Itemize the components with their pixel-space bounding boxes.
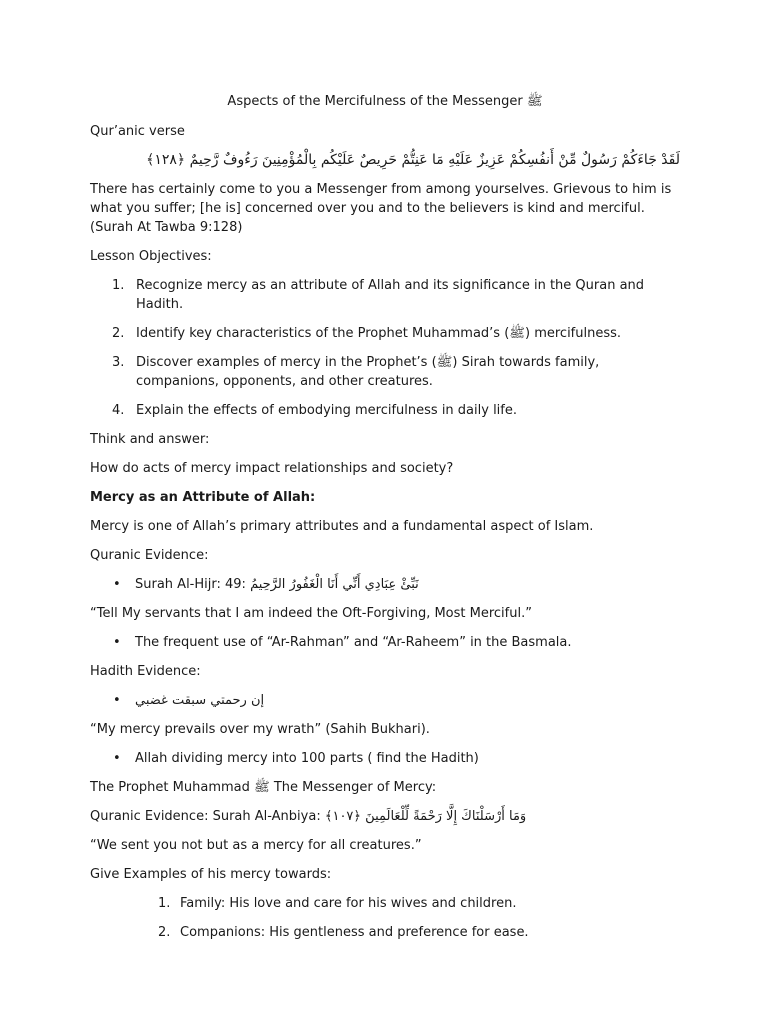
- objective-number: 2.: [112, 326, 125, 341]
- hadith-item-text: Allah dividing mercy into 100 parts ( find the Hadith): [135, 751, 479, 766]
- section1-heading: [90, 488, 680, 507]
- bullet-icon: •: [113, 693, 121, 708]
- list-item: [90, 749, 680, 768]
- bullet-icon: •: [113, 751, 121, 766]
- hijr-prefix: Surah Al-Hijr: 49:: [135, 577, 246, 592]
- objectives-list: [90, 276, 680, 420]
- basmala-list: [90, 633, 680, 652]
- example-number: 2.: [158, 925, 171, 940]
- document-title: Aspects of the Mercifulness of the Messenger ﷺ: [227, 94, 543, 109]
- objective-number: 4.: [112, 403, 125, 418]
- examples-list: [90, 894, 680, 942]
- bullet-icon: •: [113, 577, 121, 592]
- quranic-evidence-label: Quranic Evidence:: [90, 548, 209, 563]
- verse-arabic: لَقَدْ جَاءَكُمْ رَسُولٌ مِّنْ أَنفُسِكُمْ عَزِيزٌ عَلَيْهِ مَا عَنِتُّمْ حَرِيصٌ عَلَيْكُم بِالْمُؤْمِنِينَ رَءُوفٌ رَّحِيمٌ ﴿١٢٨﴾: [146, 152, 680, 168]
- objective-item: [90, 324, 680, 343]
- think-label: Think and answer:: [90, 432, 210, 447]
- hijr-translation: “Tell My servants that I am indeed the Oft-Forgiving, Most Merciful.”: [90, 606, 532, 621]
- anbiya-line: [90, 807, 680, 826]
- anbiya-prefix: Quranic Evidence: Surah Al-Anbiya:: [90, 809, 321, 824]
- anbiya-arabic: وَمَا أَرْسَلْنَاكَ إِلَّا رَحْمَةً لِّلْعَالَمِينَ ﴿١٠٧﴾: [324, 809, 527, 824]
- document-body: [90, 92, 680, 952]
- basmala-text: The frequent use of “Ar-Rahman” and “Ar-Raheem” in the Basmala.: [135, 635, 572, 650]
- objective-text: Recognize mercy as an attribute of Allah and its significance in the Quran and Hadith.: [136, 278, 645, 312]
- hadith-arabic: إن رحمتي سبقت غضبي: [135, 693, 265, 708]
- example-text: Companions: His gentleness and preference for ease.: [180, 925, 529, 940]
- objective-text: Explain the effects of embodying mercifulness in daily life.: [136, 403, 518, 418]
- quranic-verse-label: Qur’anic verse: [90, 124, 185, 139]
- example-item: [90, 894, 680, 913]
- anbiya-translation: “We sent you not but as a mercy for all creatures.”: [90, 838, 422, 853]
- objective-item: [90, 276, 680, 314]
- verse-translation: There has certainly come to you a Messenger from among yourselves. Grievous to him is what you suffer; [he is] concerned over you and to the believers is kind and merciful. (Surah At Tawba 9:128): [90, 182, 672, 235]
- objective-text: Discover examples of mercy in the Prophet’s (ﷺ) Sirah towards family, companions, opponents, and other creatures.: [136, 355, 600, 389]
- examples-label: Give Examples of his mercy towards:: [90, 867, 332, 882]
- list-item: [90, 633, 680, 652]
- hadith-list: [90, 691, 680, 710]
- hadith-translation: “My mercy prevails over my wrath” (Sahih Bukhari).: [90, 722, 430, 737]
- objective-item: [90, 353, 680, 391]
- bullet-icon: •: [113, 635, 121, 650]
- list-item: [90, 575, 680, 594]
- objectives-label: Lesson Objectives:: [90, 249, 212, 264]
- section1-intro: Mercy is one of Allah’s primary attributes and a fundamental aspect of Islam.: [90, 519, 594, 534]
- objective-number: 3.: [112, 355, 125, 370]
- objective-number: 1.: [112, 278, 125, 293]
- section2-heading: The Prophet Muhammad ﷺ The Messenger of Mercy:: [90, 780, 437, 795]
- section1-heading-text: Mercy as an Attribute of Allah:: [90, 490, 316, 505]
- hadith-list-2: [90, 749, 680, 768]
- example-item: [90, 923, 680, 942]
- example-number: 1.: [158, 896, 171, 911]
- hijr-arabic: نَبِّئْ عِبَادِي أَنِّي أَنَا الْغَفُورُ الرَّحِيمُ: [250, 577, 419, 592]
- quranic-evidence-list: [90, 575, 680, 594]
- hadith-evidence-label: Hadith Evidence:: [90, 664, 201, 679]
- objective-text: Identify key characteristics of the Prophet Muhammad’s (ﷺ) mercifulness.: [136, 326, 622, 341]
- objective-item: [90, 401, 680, 420]
- list-item: [90, 691, 680, 710]
- think-question: How do acts of mercy impact relationships and society?: [90, 461, 454, 476]
- example-text: Family: His love and care for his wives and children.: [180, 896, 517, 911]
